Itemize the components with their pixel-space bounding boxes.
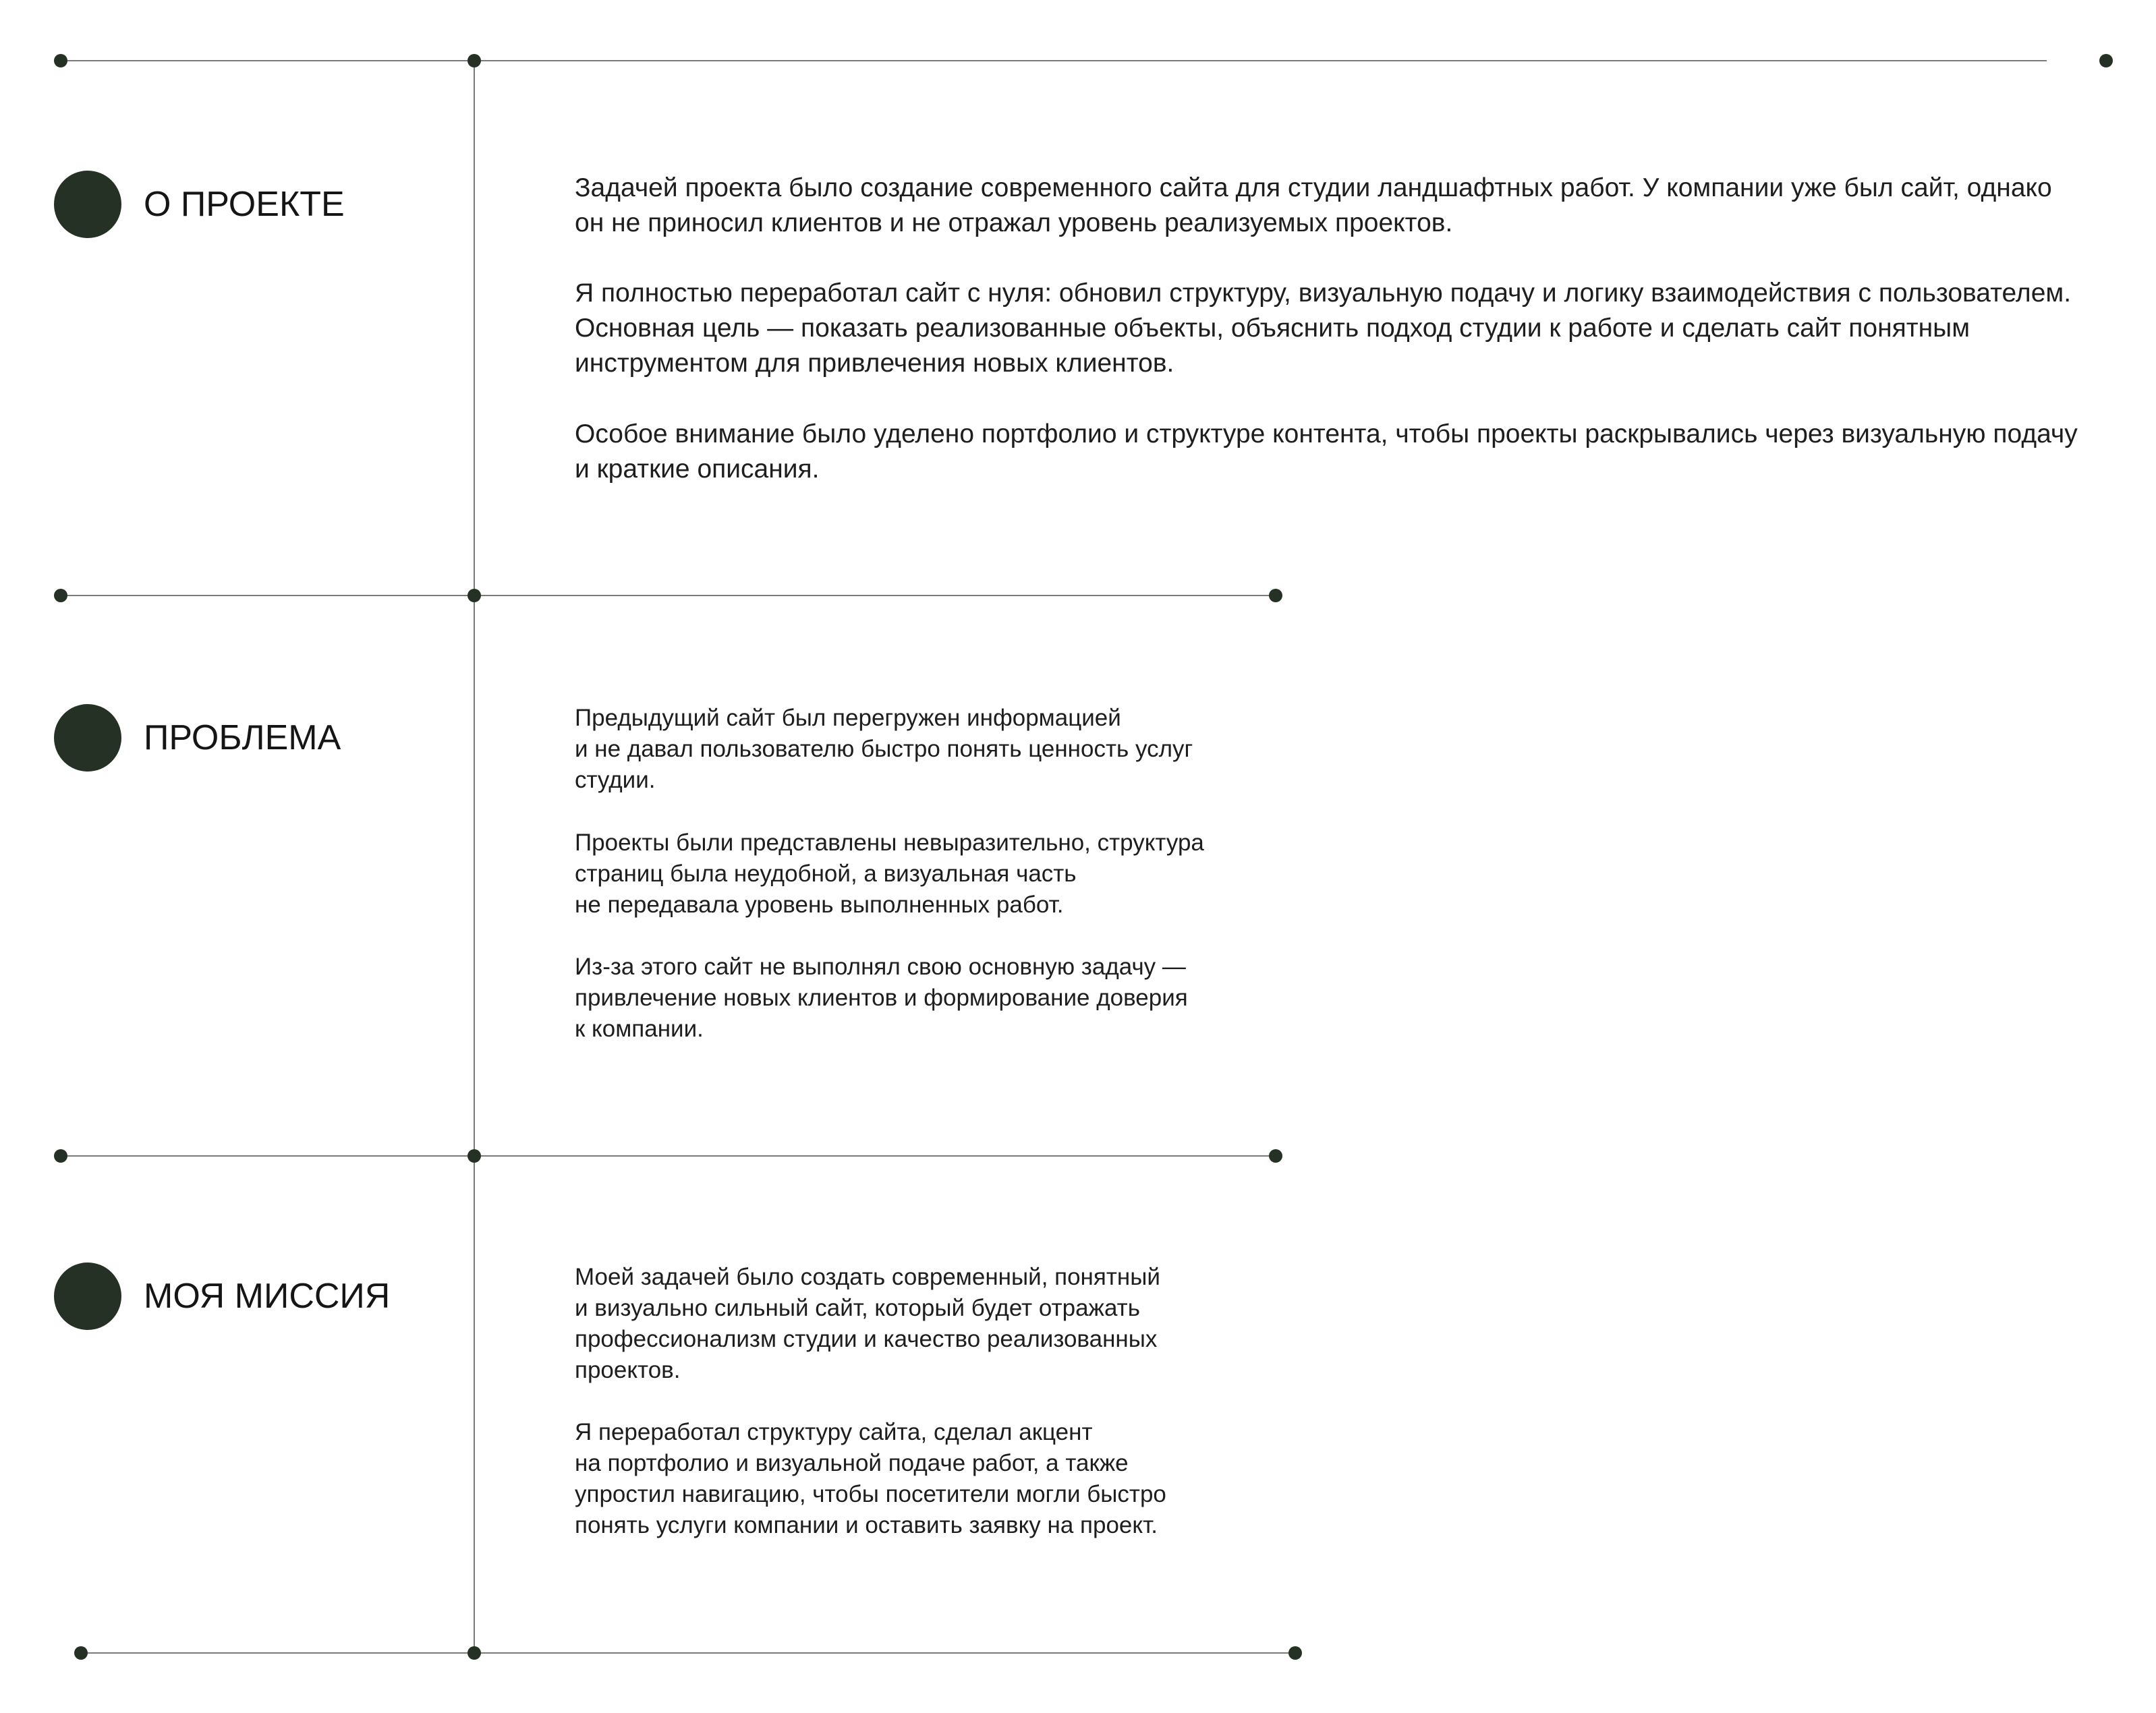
section-paragraph: Проекты были представлены невыразительно, структура страниц была неудобной, а визуальная часть не передавала уровень выполненных работ. [575, 830, 1204, 918]
grid-node [54, 589, 67, 602]
grid-node [2099, 54, 2113, 67]
grid-node [467, 54, 481, 67]
section-marker-dot [54, 171, 121, 238]
divider-2 [61, 1155, 1275, 1157]
section-marker-dot [54, 704, 121, 772]
vertical-divider [474, 61, 475, 1654]
grid-node [74, 1646, 88, 1660]
section-paragraph: Предыдущий сайт был перегружен информацией и не давал пользователю быстро понять ценность услуг студии. [575, 705, 1193, 793]
grid-node [1269, 589, 1282, 602]
section-paragraph: Я переработал структуру сайта, сделал акцент на портфолио и визуальной подаче работ, а также упростил навигацию, чтобы посетители могли быстро понять услуги компании и оставить заявку на проект. [575, 1419, 1166, 1538]
section-paragraph: Моей задачей было создать современный, понятный и визуально сильный сайт, который будет отражать профессионализм студии и качество реализованных проектов. [575, 1264, 1160, 1383]
section-paragraph: Я полностью переработал сайт с нуля: обновил структуру, визуальную подачу и логику взаимодействия с пользователем. Основная цель — показать реализованные объекты, объяснить подход студии к работе и сделать сайт понятным инструментом для привлечения новых клиентов. [575, 279, 2072, 378]
divider-bottom [81, 1652, 1295, 1654]
divider-top [61, 60, 2047, 61]
grid-node [467, 1149, 481, 1163]
section-title: МОЯ МИССИЯ [144, 1277, 391, 1316]
section-paragraph: Особое внимание было уделено портфолио и структуре контента, чтобы проекты раскрывались через визуальную подачу и краткие описания. [575, 419, 2078, 484]
grid-node [1288, 1646, 1302, 1660]
grid-node [467, 589, 481, 602]
grid-node [54, 54, 67, 67]
grid-node [1269, 1149, 1282, 1163]
section-title: ПРОБЛЕМА [144, 718, 341, 757]
grid-node [54, 1149, 67, 1163]
section-paragraph: Из-за этого сайт не выполнял свою основную задачу — привлечение новых клиентов и формирование доверия к компании. [575, 954, 1188, 1042]
section-paragraph: Задачей проекта было создание современного сайта для студии ландшафтных работ. У компании уже был сайт, однако он не приносил клиентов и не отражал уровень реализуемых проектов. [575, 173, 2052, 237]
section-title: О ПРОЕКТЕ [144, 185, 345, 224]
section-marker-dot [54, 1262, 121, 1330]
grid-node [467, 1646, 481, 1660]
divider-1 [61, 595, 1275, 596]
